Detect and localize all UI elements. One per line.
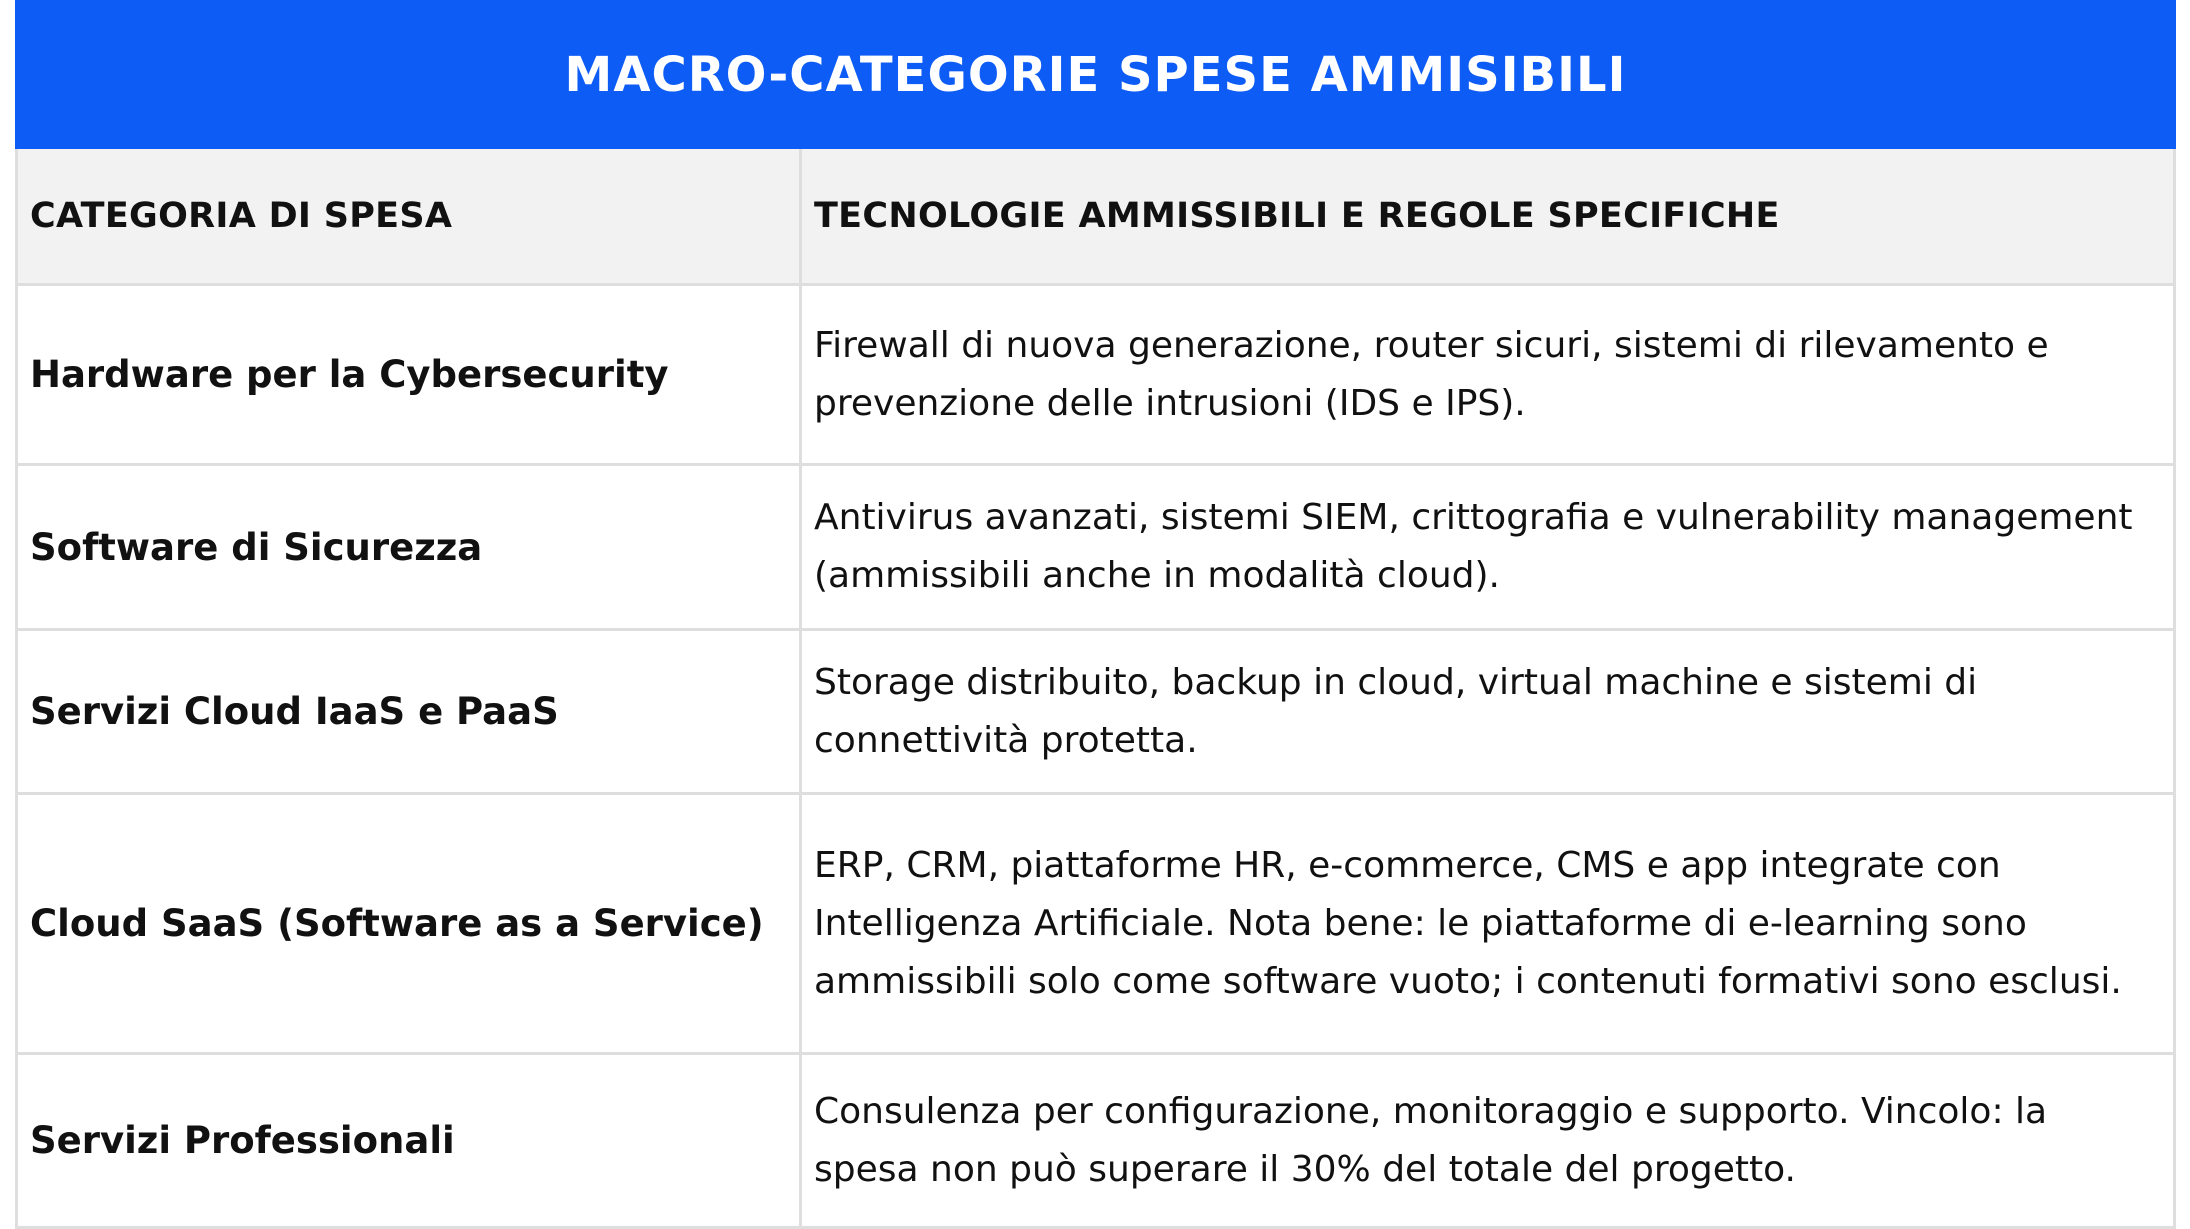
row-description: Consulenza per configurazione, monitoraggio e supporto. Vincolo: la spesa non può superare il 30% del totale del progetto. [814, 1090, 2048, 1190]
table-header-row [18, 149, 2173, 286]
row-category: Servizi Professionali [18, 1055, 802, 1226]
table-row [18, 286, 2173, 466]
row-description: Storage distribuito, backup in cloud, virtual machine e sistemi di connettività protetta. [814, 661, 1978, 761]
header-category: CATEGORIA DI SPESA [18, 149, 802, 283]
table-row [18, 631, 2173, 795]
row-category: Software di Sicurezza [18, 466, 802, 628]
row-category: Servizi Cloud IaaS e PaaS [18, 631, 802, 792]
row-description: Firewall di nuova generazione, router sicuri, sistemi di rilevamento e prevenzione delle intrusioni (IDS e IPS). [814, 324, 2049, 424]
header-technologies: TECNOLOGIE AMMISSIBILI E REGOLE SPECIFICHE [814, 196, 1780, 236]
table-title: MACRO-CATEGORIE SPESE AMMISIBILI [564, 46, 1627, 103]
row-category: Cloud SaaS (Software as a Service) [18, 795, 802, 1052]
row-description: Antivirus avanzati, sistemi SIEM, crittografia e vulnerability management (ammissibili anche in modalità cloud). [814, 497, 2133, 596]
table-row [18, 795, 2173, 1055]
row-description: ERP, CRM, piattaforme HR, e-commerce, CMS e app integrate con Intelligenza Artificiale. Nota bene: le piattaforme di e-learning sono ammissibili solo come software vuoto; i contenuti formativi sono esclusi. [814, 844, 2122, 1002]
table-row [18, 1055, 2173, 1229]
table-title-bar [15, 0, 2176, 149]
table-row [18, 466, 2173, 631]
table-grid [15, 149, 2176, 1229]
eligible-expenses-table [15, 0, 2176, 1229]
row-category: Hardware per la Cybersecurity [18, 286, 802, 463]
